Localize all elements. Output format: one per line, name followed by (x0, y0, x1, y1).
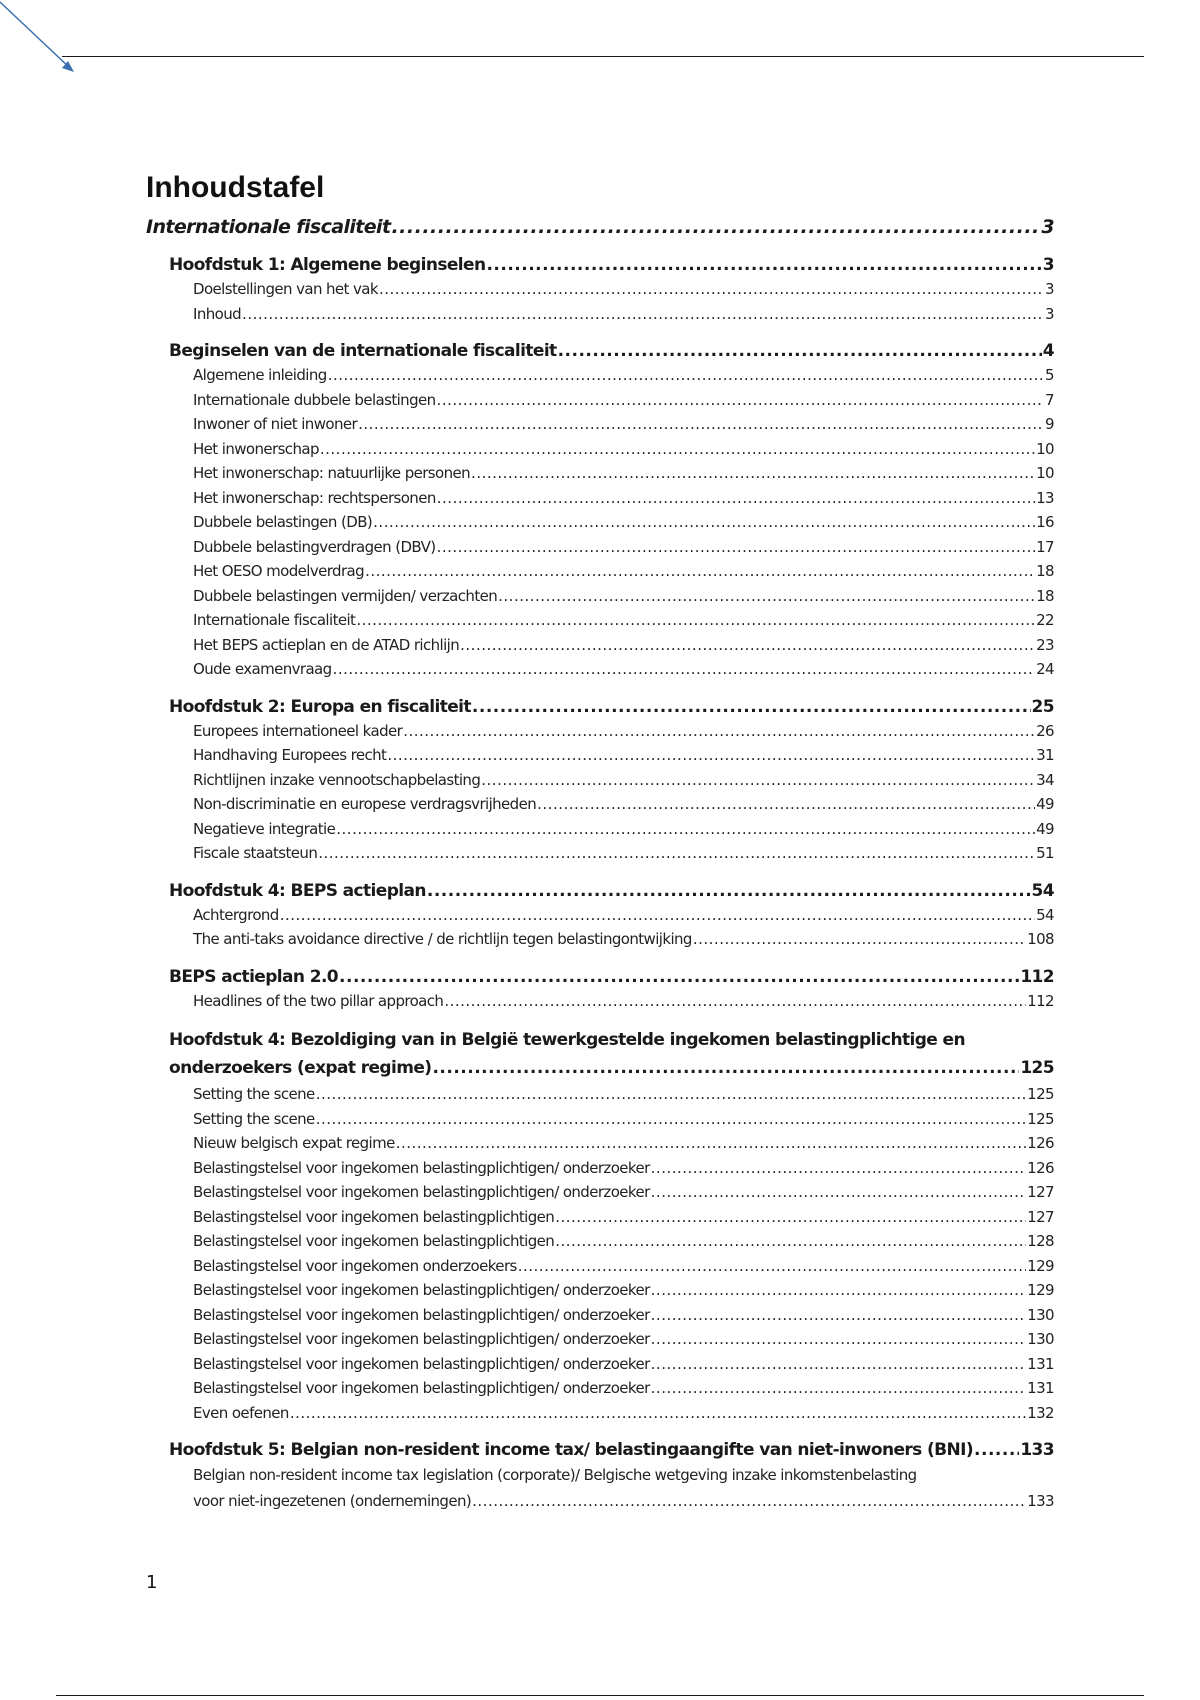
toc-entry-level-2[interactable] (146, 695, 1054, 719)
toc-entry-level-3[interactable] (146, 817, 1054, 842)
toc-dot-leader (555, 1229, 1026, 1254)
toc-entry-text: Negatieve integratie (193, 819, 336, 838)
toc-entry-line (193, 657, 1054, 682)
toc-entry-text: Doelstellingen van het vak (193, 280, 378, 298)
toc-entry-level-3[interactable] (146, 608, 1054, 633)
toc-entry-page: 3 (1042, 255, 1054, 275)
toc-entry-page: 108 (1027, 930, 1054, 948)
toc-entry-level-2[interactable] (146, 339, 1054, 363)
toc-entry-line (193, 841, 1054, 866)
toc-entry-level-2[interactable] (146, 879, 1054, 903)
toc-entry-text: Hoofdstuk 5: Belgian non-resident income tax/ belastingaangifte van niet-inwoners (BNI) (169, 1440, 974, 1460)
toc-entry-line (193, 743, 1054, 768)
toc-entry-text: Belastingstelsel voor ingekomen belastingplichtigen/ onderzoeker (193, 1354, 650, 1373)
toc-entry-level-3[interactable] (146, 461, 1054, 486)
toc-entry-line (193, 1401, 1054, 1426)
toc-entry-text: BEPS actieplan 2.0 (169, 966, 339, 987)
toc-entry-text: voor niet-ingezetenen (ondernemingen) (193, 1492, 472, 1510)
toc-entry-line (193, 559, 1054, 584)
toc-dot-leader (651, 1303, 1027, 1328)
toc-entry-line (146, 214, 1054, 240)
toc-entry-page: 112 (1020, 966, 1054, 987)
toc-entry-line (193, 633, 1054, 658)
toc-entry-level-3[interactable] (146, 510, 1054, 535)
toc-entry-text: Achtergrond (193, 905, 279, 924)
toc-entry-text: Inhoud (193, 304, 242, 323)
toc-entry-page: 3 (1045, 280, 1054, 298)
toc-entry-level-3[interactable] (146, 792, 1054, 817)
toc-entry-text: onderzoekers (expat regime) (169, 1058, 432, 1078)
toc-entry-level-3[interactable] (146, 989, 1054, 1014)
toc-entry-level-2[interactable] (146, 253, 1054, 277)
toc-dot-leader (320, 437, 1035, 462)
toc-entry-page: 130 (1027, 1330, 1054, 1348)
toc-entry-level-3[interactable] (146, 657, 1054, 682)
toc-dot-leader (651, 1278, 1027, 1303)
toc-entry-level-2[interactable] (146, 1438, 1054, 1462)
toc-entry-text: Hoofdstuk 1: Algemene beginselen (169, 255, 486, 275)
toc-dot-leader (373, 510, 1035, 535)
toc-entry-page: 49 (1036, 819, 1054, 838)
toc-entry-line (193, 584, 1054, 609)
toc-entry-text: Dubbele belastingen vermijden/ verzachten (193, 586, 498, 605)
toc-entry-line (169, 965, 1054, 989)
toc-dot-leader (651, 1180, 1027, 1205)
toc-entry-text: Richtlijnen inzake vennootschapbelasting (193, 770, 481, 789)
toc-entry-page: 5 (1045, 366, 1054, 384)
toc-entry-line (193, 1376, 1054, 1401)
toc-entry-text: Belastingstelsel voor ingekomen belastingplichtigen/ onderzoeker (193, 1379, 650, 1397)
toc-entry-text: Hoofdstuk 2: Europa en fiscaliteit (169, 696, 471, 717)
toc-entry-line (169, 339, 1054, 363)
toc-entry-page: 18 (1036, 586, 1054, 605)
footer-rule (56, 1695, 1144, 1696)
toc-dot-leader (974, 1438, 1019, 1462)
toc-entry-level-3[interactable] (146, 719, 1054, 744)
toc-entry-line (193, 412, 1054, 437)
toc-entry-text: Setting the scene (193, 1085, 315, 1103)
toc-entry-page: 54 (1036, 905, 1054, 924)
toc-dot-leader (481, 768, 1035, 793)
toc-dot-leader (290, 1401, 1026, 1426)
toc-entry-text: Internationale fiscaliteit (193, 611, 356, 629)
toc-entry-page: 17 (1036, 537, 1054, 556)
toc-entry-text: Het inwonerschap: natuurlijke personen (193, 464, 471, 482)
toc-entry-level-3[interactable] (146, 388, 1054, 413)
toc-dot-leader (316, 1082, 1026, 1107)
toc-entry-line (169, 1438, 1054, 1462)
toc-dot-leader (280, 903, 1035, 928)
toc-entry-text: Het BEPS actieplan en de ATAD richlijn (193, 635, 460, 654)
toc-entry-line (193, 1254, 1054, 1279)
toc-entry-level-1[interactable] (146, 214, 1054, 240)
toc-entry-line (193, 1229, 1054, 1254)
toc-entry-page: 9 (1045, 415, 1054, 433)
toc-entry-text: Het inwonerschap: rechtspersonen (193, 488, 436, 507)
toc-entry-level-3[interactable] (146, 1229, 1054, 1254)
toc-entry-text: Even oefenen (193, 1403, 289, 1422)
toc-entry-level-3[interactable] (146, 1278, 1054, 1303)
toc-entry-text: Het OESO modelverdrag (193, 562, 365, 580)
toc-entry-text: Dubbele belastingverdragen (DBV) (193, 537, 436, 556)
toc-entry-page: 26 (1036, 721, 1054, 740)
corner-arrow-icon (0, 0, 90, 90)
toc-entry-text-line1: Hoofdstuk 4: Bezoldiging van in België tewerkgestelde ingekomen belastingplichtige en (169, 1030, 965, 1050)
toc-entry-text-line1: Belgian non-resident income tax legislation (corporate)/ Belgische wetgeving inzake inkomstenbelasting (193, 1466, 917, 1484)
toc-dot-leader (472, 1488, 1026, 1514)
toc-entry-line (193, 302, 1054, 327)
toc-dot-leader (486, 253, 1041, 277)
toc-entry-level-3[interactable] (146, 1156, 1054, 1181)
toc-dot-leader (498, 584, 1035, 609)
toc-dot-leader (391, 214, 1040, 240)
toc-entry-level-3[interactable] (146, 1462, 1054, 1514)
toc-entry-page: 129 (1027, 1256, 1054, 1275)
toc-entry-text: Belastingstelsel voor ingekomen onderzoekers (193, 1256, 517, 1275)
toc-entry-line (193, 719, 1054, 744)
toc-entry-line (193, 817, 1054, 842)
toc-entry-page: 4 (1042, 341, 1054, 361)
toc-entry-level-2[interactable] (146, 965, 1054, 989)
toc-entry-text: Dubbele belastingen (DB) (193, 513, 373, 531)
toc-entry-text: Beginselen van de internationale fiscaliteit (169, 341, 557, 361)
toc-entry-level-3[interactable] (146, 277, 1054, 302)
toc-entry-level-3[interactable] (146, 1401, 1054, 1426)
toc-entry-line (193, 927, 1054, 952)
toc-dot-leader (379, 277, 1044, 302)
toc-entry-text: Belastingstelsel voor ingekomen belastingplichtigen/ onderzoeker (193, 1183, 650, 1201)
toc-entry-text: Setting the scene (193, 1109, 315, 1128)
toc-title: Inhoudstafel (146, 171, 325, 204)
toc-entries (146, 214, 1054, 1514)
toc-entry-page: 130 (1027, 1305, 1054, 1324)
toc-entry-line (169, 1054, 1054, 1082)
toc-entry-level-3[interactable] (146, 363, 1054, 388)
toc-entry-text: Algemene inleiding (193, 366, 327, 384)
toc-entry-page: 22 (1036, 611, 1054, 629)
toc-entry-text: Het inwonerschap (193, 439, 319, 458)
toc-entry-page: 131 (1027, 1379, 1054, 1397)
toc-entry-line (193, 989, 1054, 1014)
toc-dot-leader (437, 535, 1036, 560)
toc-entry-page: 128 (1027, 1232, 1054, 1250)
toc-entry-text: Internationale dubbele belastingen (193, 390, 436, 409)
toc-dot-leader (318, 841, 1035, 866)
toc-entry-line (193, 486, 1054, 511)
toc-entry-line (193, 1327, 1054, 1352)
toc-entry-page: 3 (1045, 304, 1054, 323)
toc-entry-page: 112 (1027, 991, 1054, 1010)
toc-entry-line (193, 1303, 1054, 1328)
toc-entry-page: 126 (1027, 1134, 1054, 1152)
toc-entry-level-3[interactable] (146, 633, 1054, 658)
toc-dot-leader (444, 989, 1026, 1014)
toc-entry-page: 16 (1036, 513, 1054, 531)
toc-entry-line (193, 1082, 1054, 1107)
toc-entry-line (169, 879, 1054, 903)
toc-entry-page: 127 (1027, 1183, 1054, 1201)
toc-entry-line (169, 695, 1054, 719)
toc-dot-leader (558, 339, 1042, 363)
toc-entry-page: 10 (1036, 464, 1054, 482)
toc-entry-level-3[interactable] (146, 927, 1054, 952)
toc-entry-line (193, 1488, 1054, 1514)
toc-dot-leader (555, 1205, 1026, 1230)
toc-entry-text: Belastingstelsel voor ingekomen belastingplichtigen/ onderzoeker (193, 1305, 650, 1324)
toc-dot-leader (651, 1156, 1027, 1181)
toc-entry-level-3[interactable] (146, 1082, 1054, 1107)
toc-entry-level-3[interactable] (146, 1254, 1054, 1279)
page-number: 1 (146, 1572, 158, 1593)
toc-entry-page: 54 (1031, 880, 1054, 901)
toc-entry-text: Non-discriminatie en europese verdragsvrijheden (193, 795, 537, 813)
toc-entry-level-3[interactable] (146, 302, 1054, 327)
toc-entry-page: 10 (1036, 439, 1054, 458)
toc-dot-leader (693, 927, 1026, 952)
toc-entry-line (193, 903, 1054, 928)
toc-entry-text: Inwoner of niet inwoner (193, 415, 358, 433)
toc-entry-text: Nieuw belgisch expat regime (193, 1134, 395, 1152)
toc-entry-level-3[interactable] (146, 535, 1054, 560)
toc-entry-level-3[interactable] (146, 768, 1054, 793)
toc-dot-leader (518, 1254, 1026, 1279)
toc-entry-page: 51 (1036, 844, 1054, 862)
toc-entry-level-3[interactable] (146, 743, 1054, 768)
toc-entry-level-3[interactable] (146, 903, 1054, 928)
toc-entry-line (193, 277, 1054, 302)
toc-entry-page: 133 (1027, 1492, 1054, 1510)
toc-entry-page: 125 (1020, 1058, 1054, 1078)
toc-entry-page: 23 (1036, 635, 1054, 654)
toc-entry-text: Hoofdstuk 4: BEPS actieplan (169, 880, 426, 901)
toc-dot-leader (316, 1107, 1026, 1132)
toc-entry-page: 7 (1045, 390, 1054, 409)
toc-entry-page: 125 (1027, 1085, 1054, 1103)
toc-entry-page: 34 (1036, 770, 1054, 789)
toc-entry-line (193, 363, 1054, 388)
toc-entry-text: Europees internationeel kader (193, 721, 403, 740)
toc-entry-text: Internationale fiscaliteit (146, 216, 391, 238)
toc-entry-level-3[interactable] (146, 1376, 1054, 1401)
toc-entry-page: 129 (1027, 1281, 1054, 1299)
toc-entry-level-3[interactable] (146, 841, 1054, 866)
toc-entry-text: Oude examenvraag (193, 660, 332, 678)
toc-entry-line (193, 1352, 1054, 1377)
toc-entry-level-3[interactable] (146, 1107, 1054, 1132)
toc-dot-leader (396, 1131, 1026, 1156)
toc-entry-text: Belastingstelsel voor ingekomen belastingplichtigen/ onderzoeker (193, 1158, 650, 1177)
toc-dot-leader (437, 388, 1045, 413)
toc-entry-page: 133 (1020, 1440, 1054, 1460)
toc-entry-level-3[interactable] (146, 1205, 1054, 1230)
toc-entry-text: Headlines of the two pillar approach (193, 991, 444, 1010)
toc-entry-page: 13 (1036, 488, 1054, 507)
toc-entry-level-3[interactable] (146, 412, 1054, 437)
toc-entry-level-3[interactable] (146, 486, 1054, 511)
toc-dot-leader (339, 965, 1019, 989)
toc-dot-leader (358, 412, 1044, 437)
toc-entry-page: 131 (1027, 1354, 1054, 1373)
toc-entry-text: Belastingstelsel voor ingekomen belastingplichtigen (193, 1207, 555, 1226)
toc-entry-level-3[interactable] (146, 584, 1054, 609)
toc-dot-leader (537, 792, 1035, 817)
toc-dot-leader (437, 486, 1035, 511)
toc-entry-level-3[interactable] (146, 437, 1054, 462)
toc-entry-text: Belastingstelsel voor ingekomen belastingplichtigen/ onderzoeker (193, 1330, 650, 1348)
toc-entry-text: Handhaving Europees recht (193, 746, 387, 764)
toc-entry-level-3[interactable] (146, 1303, 1054, 1328)
toc-dot-leader (651, 1376, 1027, 1401)
toc-entry-level-3[interactable] (146, 559, 1054, 584)
toc-entry-text: Fiscale staatsteun (193, 844, 318, 862)
toc-entry-line (193, 1156, 1054, 1181)
toc-entry-page: 132 (1027, 1403, 1054, 1422)
toc-entry-page: 31 (1036, 746, 1054, 764)
toc-entry-line (193, 388, 1054, 413)
toc-dot-leader (472, 695, 1031, 719)
toc-entry-page: 126 (1027, 1158, 1054, 1177)
toc-entry-line (193, 1278, 1054, 1303)
toc-entry-line (193, 510, 1054, 535)
toc-entry-line (193, 1180, 1054, 1205)
toc-dot-leader (356, 608, 1035, 633)
toc-dot-leader (432, 1054, 1019, 1082)
toc-entry-page: 49 (1036, 795, 1054, 813)
toc-entry-line (193, 461, 1054, 486)
table-of-contents (146, 170, 1054, 1514)
toc-dot-leader (403, 719, 1035, 744)
toc-entry-line (193, 1205, 1054, 1230)
toc-entry-page: 127 (1027, 1207, 1054, 1226)
toc-entry-page: 125 (1027, 1109, 1054, 1128)
toc-entry-page: 18 (1036, 562, 1054, 580)
toc-dot-leader (365, 559, 1035, 584)
toc-dot-leader (651, 1352, 1027, 1377)
toc-dot-leader (387, 743, 1035, 768)
toc-entry-text: The anti-taks avoidance directive / de richtlijn tegen belastingontwijking (193, 930, 692, 948)
toc-entry-line (193, 1107, 1054, 1132)
toc-entry-line (193, 535, 1054, 560)
header-rule (62, 56, 1144, 57)
toc-entry-text: Belastingstelsel voor ingekomen belastingplichtigen/ onderzoeker (193, 1281, 650, 1299)
toc-dot-leader (333, 657, 1036, 682)
toc-entry-page: 25 (1031, 696, 1054, 717)
toc-entry-line (193, 1131, 1054, 1156)
toc-entry-page: 24 (1036, 660, 1054, 678)
toc-entry-level-3[interactable] (146, 1327, 1054, 1352)
toc-dot-leader (328, 363, 1044, 388)
toc-entry-line (193, 608, 1054, 633)
toc-entry-line (169, 253, 1054, 277)
toc-dot-leader (460, 633, 1035, 658)
toc-dot-leader (242, 302, 1044, 327)
toc-entry-level-2[interactable] (146, 1026, 1054, 1082)
toc-entry-line (193, 792, 1054, 817)
toc-dot-leader (471, 461, 1035, 486)
toc-dot-leader (651, 1327, 1027, 1352)
toc-entry-level-3[interactable] (146, 1131, 1054, 1156)
toc-entry-level-3[interactable] (146, 1180, 1054, 1205)
toc-entry-page: 3 (1041, 216, 1054, 238)
toc-entry-line (193, 768, 1054, 793)
toc-dot-leader (427, 879, 1031, 903)
toc-dot-leader (336, 817, 1035, 842)
toc-entry-text: Belastingstelsel voor ingekomen belastingplichtigen (193, 1232, 555, 1250)
toc-entry-line (193, 437, 1054, 462)
toc-entry-level-3[interactable] (146, 1352, 1054, 1377)
